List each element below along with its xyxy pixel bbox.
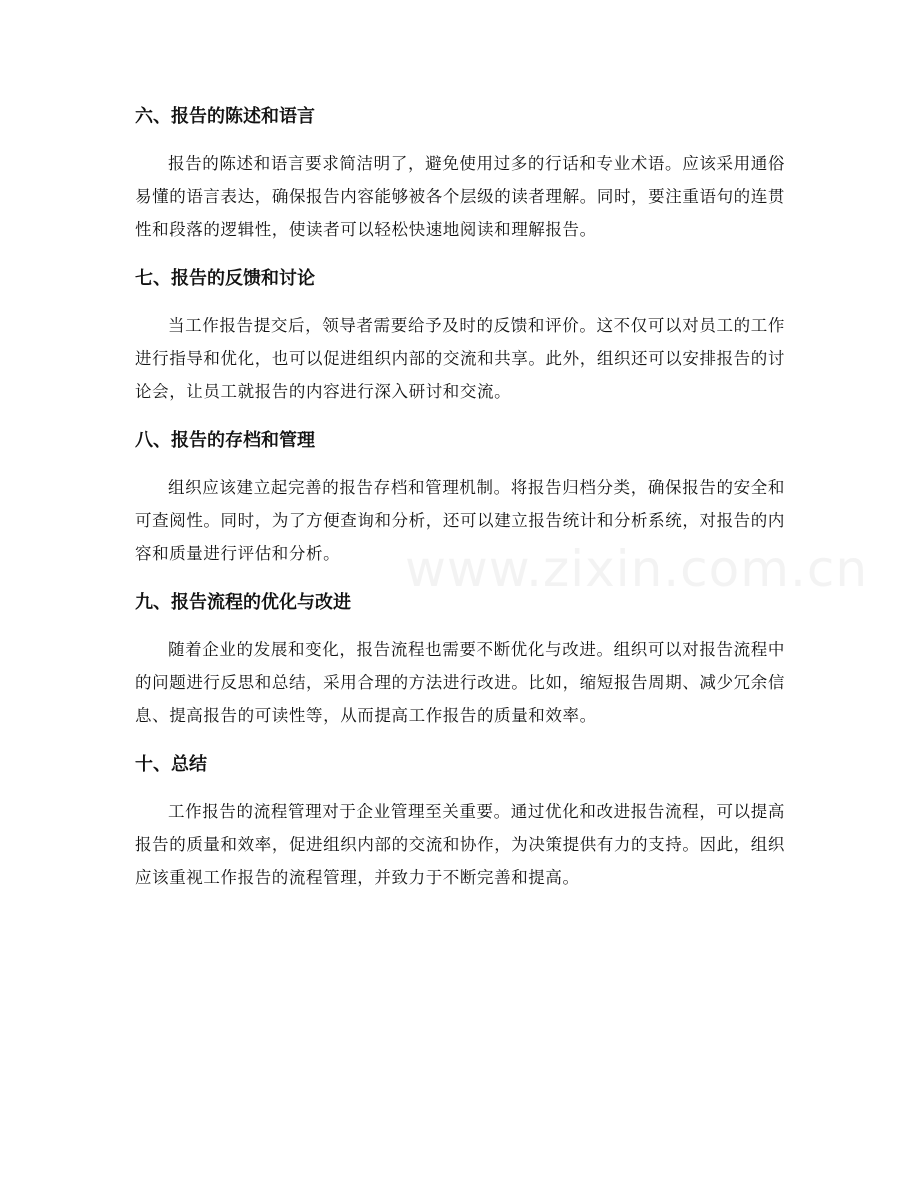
section-9 bbox=[135, 590, 785, 732]
section-paragraph: 当工作报告提交后，领导者需要给予及时的反馈和评价。这不仅可以对员工的工作进行指导和优化，也可以促进组织内部的交流和共享。此外，组织还可以安排报告的讨论会，让员工就报告的内容进行深入研讨和交流。 bbox=[135, 316, 785, 401]
section-heading: 八、报告的存档和管理 bbox=[135, 430, 315, 451]
section-heading: 十、总结 bbox=[135, 754, 207, 775]
section-paragraph: 组织应该建立起完善的报告存档和管理机制。将报告归档分类，确保报告的安全和可查阅性。同时，为了方便查询和分析，还可以建立报告统计和分析系统，对报告的内容和质量进行评估和分析。 bbox=[135, 478, 785, 563]
document-body bbox=[135, 104, 785, 914]
section-10 bbox=[135, 752, 785, 894]
section-heading: 六、报告的陈述和语言 bbox=[135, 106, 315, 127]
section-6 bbox=[135, 104, 785, 246]
section-paragraph: 报告的陈述和语言要求简洁明了，避免使用过多的行话和专业术语。应该采用通俗易懂的语言表达，确保报告内容能够被各个层级的读者理解。同时，要注重语句的连贯性和段落的逻辑性，使读者可以轻松快速地阅读和理解报告。 bbox=[135, 154, 785, 239]
watermark: www.zixin.com.cn bbox=[405, 540, 869, 598]
section-7 bbox=[135, 266, 785, 408]
section-heading: 九、报告流程的优化与改进 bbox=[135, 592, 351, 613]
section-paragraph: 工作报告的流程管理对于企业管理至关重要。通过优化和改进报告流程，可以提高报告的质量和效率，促进组织内部的交流和协作，为决策提供有力的支持。因此，组织应该重视工作报告的流程管理，并致力于不断完善和提高。 bbox=[135, 802, 785, 887]
section-8 bbox=[135, 428, 785, 570]
section-heading: 七、报告的反馈和讨论 bbox=[135, 268, 315, 289]
section-paragraph: 随着企业的发展和变化，报告流程也需要不断优化与改进。组织可以对报告流程中的问题进行反思和总结，采用合理的方法进行改进。比如，缩短报告周期、减少冗余信息、提高报告的可读性等，从而提高工作报告的质量和效率。 bbox=[135, 640, 785, 725]
